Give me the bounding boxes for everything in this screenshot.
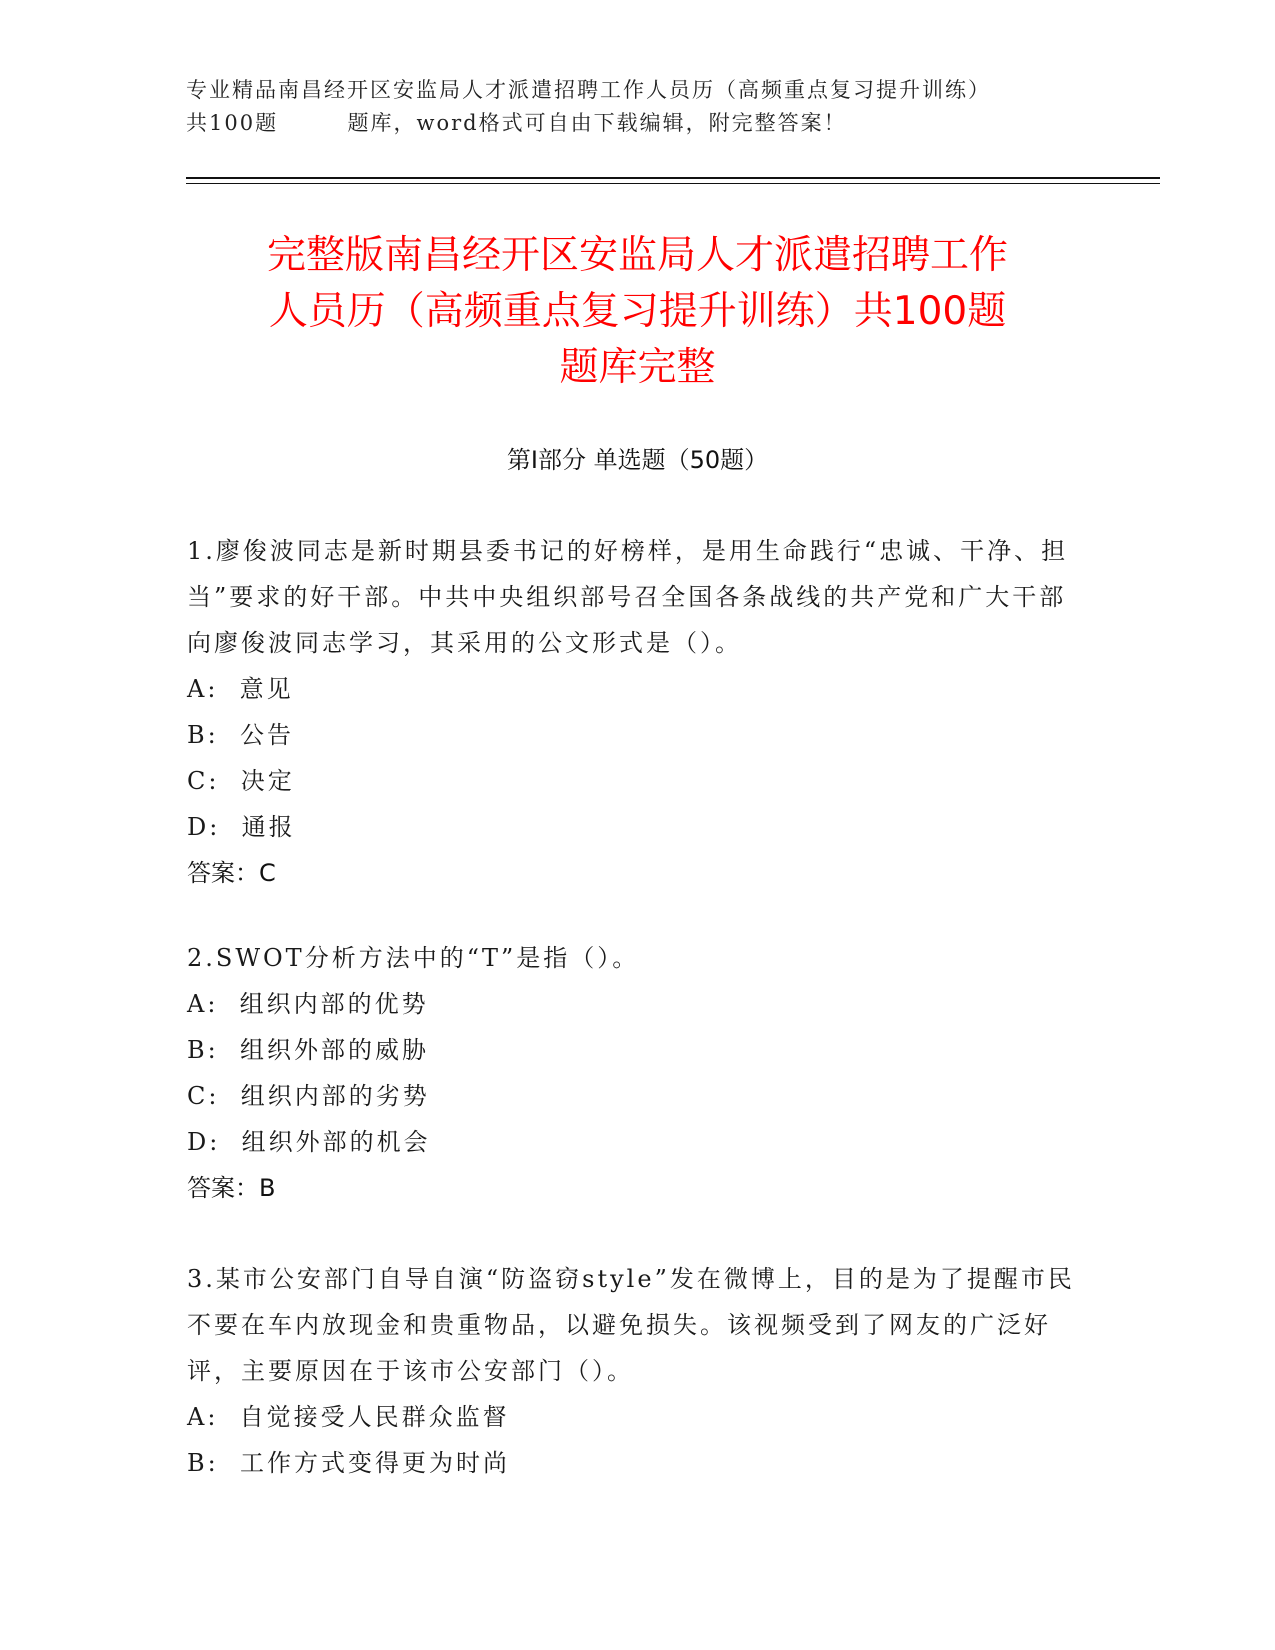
answer: 答案：C [187,859,276,887]
option-b: B: 工作方式变得更为时尚 [187,1449,510,1477]
title-line-1: 完整版南昌经开区安监局人才派遣招聘工作 [266,233,1008,278]
title-line-3: 题库完整 [559,345,716,390]
answer: 答案：B [187,1174,276,1202]
option-a: A: 意见 [187,675,294,703]
question-3 [187,1256,1087,1486]
question-stem: 1.廖俊波同志是新时期县委书记的好榜样，是用生命践行“忠诚、干净、担当”要求的好干部。中共中央组织部号召全国各条战线的共产党和广大干部向廖俊波同志学习，其采用的公文形式是（）。 [187,537,1069,657]
option-c: C: 决定 [187,767,295,795]
option-d: D: 组织外部的机会 [187,1128,431,1156]
question-2 [187,935,1087,1211]
header-line-2: 共100题 题库，word格式可自由下载编辑，附完整答案！ [186,111,847,135]
option-b: B: 组织外部的威胁 [187,1036,429,1064]
option-b: B: 公告 [187,721,294,749]
option-d: D: 通报 [187,813,296,841]
header-rule-thick [186,177,1160,179]
document-title [160,228,1115,396]
title-line-2: 人员历（高频重点复习提升训练）共100题 [268,289,1007,334]
header-line-1: 专业精品南昌经开区安监局人才派遣招聘工作人员历（高频重点复习提升训练） [186,78,991,102]
question-1 [187,528,1087,896]
header-rule-thin [186,183,1160,184]
option-a: A: 自觉接受人民群众监督 [187,1403,510,1431]
option-a: A: 组织内部的优势 [187,990,429,1018]
question-stem: 2.SWOT分析方法中的“T”是指（）。 [187,944,640,972]
question-stem: 3.某市公安部门自导自演“防盗窃style”发在微博上，目的是为了提醒市民不要在车内放现金和贵重物品，以避免损失。该视频受到了网友的广泛好评，主要原因在于该市公安部门（）。 [187,1265,1075,1385]
section-heading: 第Ⅰ部分 单选题（50题） [506,446,769,474]
option-c: C: 组织内部的劣势 [187,1082,430,1110]
